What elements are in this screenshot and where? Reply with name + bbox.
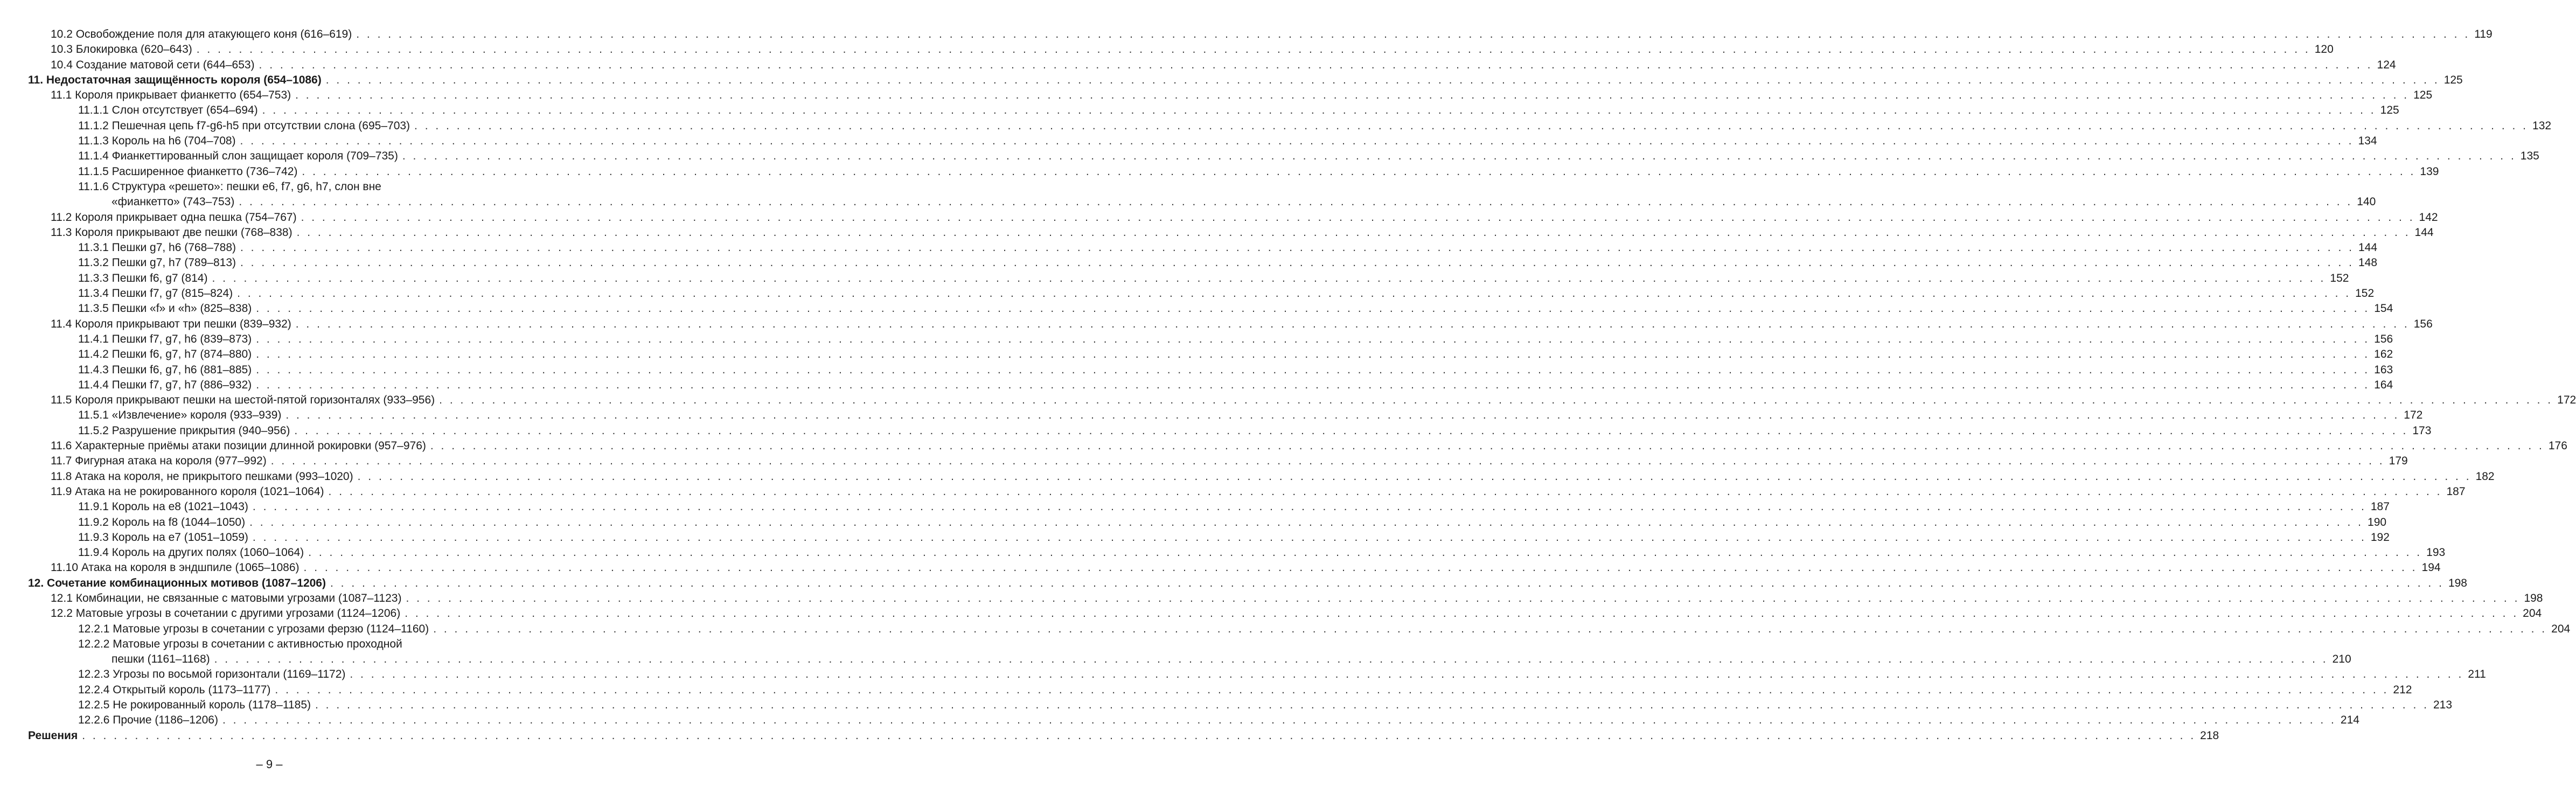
toc-entry [78,499,2390,514]
toc-entry [28,576,2467,591]
toc-entry-page: 214 [2340,714,2359,727]
dot-leader: . . . . . . . . . . . . . . . . . . . . . . . . . . . . . . . . . . . . . . . . . . . . . . . . . . . . . . . . . . . . . . . . . . . . . . . . . . . . . . . . . . . . . . . . . . . . . . . . . . . . . . . . . . . . . . . . . . . . . . . . . . . . . . . . . . . . . . . . . . . . . . . . . . . . . . . . . . . . . . . . . . . . . . . . . . . . . . . . . . . . . . . . . . . . . . . . . . . . . . . . [270,455,2385,468]
toc-entry [78,378,2393,393]
toc-entry [78,240,2378,255]
dot-leader: . . . . . . . . . . . . . . . . . . . . . . . . . . . . . . . . . . . . . . . . . . . . . . . . . . . . . . . . . . . . . . . . . . . . . . . . . . . . . . . . . . . . . . . . . . . . . . . . . . . . . . . . . . . . . . . . . . . . . . . . . . . . . . . . . . . . . . . . . . . . . . . . . . . . . . . . . . . . . . . . . . . . . . . . . . . . . . . . . . . . . . . . . . . . . . . . . . . . . . . . [256,332,2370,345]
toc-row [0,347,2393,362]
toc-entry-title: 11.1.5 Расширенное фианкетто (736–742) [78,165,298,178]
toc-row [0,408,2423,423]
dot-leader: . . . . . . . . . . . . . . . . . . . . . . . . . . . . . . . . . . . . . . . . . . . . . . . . . . . . . . . . . . . . . . . . . . . . . . . . . . . . . . . . . . . . . . . . . . . . . . . . . . . . . . . . . . . . . . . . . . . . . . . . . . . . . . . . . . . . . . . . . . . . . . . . . . . . . . . . . . . . . . . . . . . . . . . . . . . . . . . . . . . . . . . . . . . . . . . . . . . . . . . . [275,683,2389,696]
toc-entry [78,515,2387,530]
toc-entry [78,119,2552,134]
dot-leader: . . . . . . . . . . . . . . . . . . . . . . . . . . . . . . . . . . . . . . . . . . . . . . . . . . . . . . . . . . . . . . . . . . . . . . . . . . . . . . . . . . . . . . . . . . . . . . . . . . . . . . . . . . . . . . . . . . . . . . . . . . . . . . . . . . . . . . . . . . . . . . . . . . . . . . . . . . . . . . . . . . . . . . . . . . . . . . . . . . . . . . . . . . . . . . . . . . . . . . . . [252,500,2366,513]
toc-entry [78,423,2432,439]
toc-entry [78,255,2378,270]
toc-entry-title: 11.1.4 Фианкеттированный слон защищает короля (709–735) [78,150,398,163]
toc-entry-page: 152 [2355,287,2375,300]
toc-entry-title: 11.7 Фигурная атака на короля (977–992) [51,455,267,468]
toc-entry-page: 125 [2380,104,2399,117]
dot-leader: . . . . . . . . . . . . . . . . . . . . . . . . . . . . . . . . . . . . . . . . . . . . . . . . . . . . . . . . . . . . . . . . . . . . . . . . . . . . . . . . . . . . . . . . . . . . . . . . . . . . . . . . . . . . . . . . . . . . . . . . . . . . . . . . . . . . . . . . . . . . . . . . . . . . . . . . . . . . . . . . . . . . . . . . . . . . . . . . . . . . . . . . . . . . . . . . . . . . . . . . [212,272,2326,284]
toc-row [0,622,2571,637]
toc-entry-page: 172 [2557,394,2576,407]
dot-leader: . . . . . . . . . . . . . . . . . . . . . . . . . . . . . . . . . . . . . . . . . . . . . . . . . . . . . . . . . . . . . . . . . . . . . . . . . . . . . . . . . . . . . . . . . . . . . . . . . . . . . . . . . . . . . . . . . . . . . . . . . . . . . . . . . . . . . . . . . . . . . . . . . . . . . . . . . . . . . . . . . . . . . . . . . . . . . . . . . . . . . . . . . . . . . . . . . . . . . . . . [256,363,2370,376]
dot-leader: . . . . . . . . . . . . . . . . . . . . . . . . . . . . . . . . . . . . . . . . . . . . . . . . . . . . . . . . . . . . . . . . . . . . . . . . . . . . . . . . . . . . . . . . . . . . . . . . . . . . . . . . . . . . . . . . . . . . . . . . . . . . . . . . . . . . . . . . . . . . . . . . . . . . . . . . . . . . . . . . . . . . . . . . . . . . . . . . . . . . . . . . . . . . . . . . . . . . . . . . [239,196,2353,208]
toc-entry [51,393,2576,408]
toc-row [0,560,2441,575]
toc-row [0,164,2439,179]
toc-entry [78,301,2393,316]
toc-entry-page: 210 [2332,653,2351,666]
toc-row [0,332,2393,347]
toc-entry [112,652,2351,667]
dot-leader: . . . . . . . . . . . . . . . . . . . . . . . . . . . . . . . . . . . . . . . . . . . . . . . . . . . . . . . . . . . . . . . . . . . . . . . . . . . . . . . . . . . . . . . . . . . . . . . . . . . . . . . . . . . . . . . . . . . . . . . . . . . . . . . . . . . . . . . . . . . . . . . . . . . . . . . . . . . . . . . . . . . . . . . . . . . . . . . . . . . . . . . . . . . . . . . . . . . . . . . . [325,73,2440,86]
toc-entry-title: 11.9.4 Король на других полях (1060–1064) [78,546,304,559]
toc-entry-title: 11.4 Короля прикрывают три пешки (839–932) [51,317,291,330]
toc-entry [51,591,2543,606]
toc-entry-title: 10.4 Создание матовой сети (644–653) [51,58,255,71]
dot-leader: . . . . . . . . . . . . . . . . . . . . . . . . . . . . . . . . . . . . . . . . . . . . . . . . . . . . . . . . . . . . . . . . . . . . . . . . . . . . . . . . . . . . . . . . . . . . . . . . . . . . . . . . . . . . . . . . . . . . . . . . . . . . . . . . . . . . . . . . . . . . . . . . . . . . . . . . . . . . . . . . . . . . . . . . . . . . . . . . . . . . . . . . . . . . . . . . . . . . . . . . [240,241,2354,254]
toc-row [0,194,2376,210]
dot-leader: . . . . . . . . . . . . . . . . . . . . . . . . . . . . . . . . . . . . . . . . . . . . . . . . . . . . . . . . . . . . . . . . . . . . . . . . . . . . . . . . . . . . . . . . . . . . . . . . . . . . . . . . . . . . . . . . . . . . . . . . . . . . . . . . . . . . . . . . . . . . . . . . . . . . . . . . . . . . . . . . . . . . . . . . . . . . . . . . . . . . . . . . . . . . . . . . . . . . . . . . [296,226,2411,239]
toc-row [0,515,2387,530]
toc-entry-page: 176 [2548,440,2567,453]
toc-entry-title: 11.5.1 «Извлечение» короля (933–939) [78,409,282,422]
dot-leader: . . . . . . . . . . . . . . . . . . . . . . . . . . . . . . . . . . . . . . . . . . . . . . . . . . . . . . . . . . . . . . . . . . . . . . . . . . . . . . . . . . . . . . . . . . . . . . . . . . . . . . . . . . . . . . . . . . . . . . . . . . . . . . . . . . . . . . . . . . . . . . . . . . . . . . . . . . . . . . . . . . . . . . . . . . . . . . . . . . . . . . . . . . . . . . . . . . . . . . . . [262,104,2376,117]
toc-row [0,484,2466,499]
toc-entry-title: 11.4.2 Пешки f6, g7, h7 (874–880) [78,348,252,361]
toc-entry-page: 120 [2314,43,2334,56]
dot-leader: . . . . . . . . . . . . . . . . . . . . . . . . . . . . . . . . . . . . . . . . . . . . . . . . . . . . . . . . . . . . . . . . . . . . . . . . . . . . . . . . . . . . . . . . . . . . . . . . . . . . . . . . . . . . . . . . . . . . . . . . . . . . . . . . . . . . . . . . . . . . . . . . . . . . . . . . . . . . . . . . . . . . . . . . . . . . . . . . . . . . . . . . . . . . . . . . . . . . . . . . [294,424,2408,437]
toc-entry-page: 172 [2404,409,2423,422]
toc-entry-title: 11.3.4 Пешки f7, g7 (815–824) [78,287,233,300]
toc-entry-page: 156 [2413,317,2433,330]
dot-leader: . . . . . . . . . . . . . . . . . . . . . . . . . . . . . . . . . . . . . . . . . . . . . . . . . . . . . . . . . . . . . . . . . . . . . . . . . . . . . . . . . . . . . . . . . . . . . . . . . . . . . . . . . . . . . . . . . . . . . . . . . . . . . . . . . . . . . . . . . . . . . . . . . . . . . . . . . . . . . . . . . . . . . . . . . . . . . . . . . . . . . . . . . . . . . . . . . . . . . . . . [295,89,2410,102]
toc-entry-title: 10.2 Освобождение поля для атакующего коня (616–619) [51,28,352,40]
dot-leader: . . . . . . . . . . . . . . . . . . . . . . . . . . . . . . . . . . . . . . . . . . . . . . . . . . . . . . . . . . . . . . . . . . . . . . . . . . . . . . . . . . . . . . . . . . . . . . . . . . . . . . . . . . . . . . . . . . . . . . . . . . . . . . . . . . . . . . . . . . . . . . . . . . . . . . . . . . . . . . . . . . . . . . . . . . . . . . . . . . . . . . . . . . . . . . . . . . . . . . . . [256,378,2370,391]
toc-entry-title: 12. Сочетание комбинационных мотивов (1087–1206) [28,576,326,589]
toc-entry [78,713,2359,728]
toc-row [0,393,2576,408]
toc-entry [51,469,2495,484]
toc-row [0,134,2377,149]
toc-entry-page: 193 [2426,546,2446,559]
toc-entry-title: 11.5 Короля прикрывают пешки на шестой-пятой горизонталях (933–956) [51,394,435,407]
toc-entry-page: 142 [2419,211,2438,224]
toc-row [0,698,2453,713]
toc-row [0,683,2412,698]
toc-row [0,363,2393,378]
dot-leader: . . . . . . . . . . . . . . . . . . . . . . . . . . . . . . . . . . . . . . . . . . . . . . . . . . . . . . . . . . . . . . . . . . . . . . . . . . . . . . . . . . . . . . . . . . . . . . . . . . . . . . . . . . . . . . . . . . . . . . . . . . . . . . . . . . . . . . . . . . . . . . . . . . . . . . . . . . . . . . . . . . . . . . . . . . . . . . . . . . . . . . . . . . . . . . . . . . . . . . . . [430,440,2544,453]
toc-row [0,225,2434,240]
toc-row [0,423,2432,439]
toc-entry-page: 204 [2523,607,2542,620]
dot-leader: . . . . . . . . . . . . . . . . . . . . . . . . . . . . . . . . . . . . . . . . . . . . . . . . . . . . . . . . . . . . . . . . . . . . . . . . . . . . . . . . . . . . . . . . . . . . . . . . . . . . . . . . . . . . . . . . . . . . . . . . . . . . . . . . . . . . . . . . . . . . . . . . . . . . . . . . . . . . . . . . . . . . . . . . . . . . . . . . . . . . . . . . . . . . . . . . . . . . . . . . [406,592,2520,604]
toc-entry [78,271,2349,286]
toc-entry-title: 11.9.2 Король на f8 (1044–1050) [78,516,246,528]
toc-entry-page: 152 [2330,272,2349,284]
toc-entry-page: 139 [2420,165,2439,178]
toc-entry-title: 11.9.3 Король на е7 (1051–1059) [78,531,248,544]
toc-row [0,439,2567,454]
toc-entry-title: 10.3 Блокировка (620–643) [51,43,192,56]
toc-entry-title: 12.2.6 Прочие (1186–1206) [78,714,218,727]
toc-entry-title: 12.2 Матовые угрозы в сочетании с другими угрозами (1124–1206) [51,607,401,620]
toc-entry-page: 211 [2468,668,2486,681]
toc-entry [51,454,2408,469]
dot-leader: . . . . . . . . . . . . . . . . . . . . . . . . . . . . . . . . . . . . . . . . . . . . . . . . . . . . . . . . . . . . . . . . . . . . . . . . . . . . . . . . . . . . . . . . . . . . . . . . . . . . . . . . . . . . . . . . . . . . . . . . . . . . . . . . . . . . . . . . . . . . . . . . . . . . . . . . . . . . . . . . . . . . . . . . . . . . . . . . . . . . . . . . . . . . . . . . . . . . . . . . [237,287,2351,300]
toc-entry-page: 124 [2377,58,2396,71]
dot-leader: . . . . . . . . . . . . . . . . . . . . . . . . . . . . . . . . . . . . . . . . . . . . . . . . . . . . . . . . . . . . . . . . . . . . . . . . . . . . . . . . . . . . . . . . . . . . . . . . . . . . . . . . . . . . . . . . . . . . . . . . . . . . . . . . . . . . . . . . . . . . . . . . . . . . . . . . . . . . . . . . . . . . . . . . . . . . . . . . . . . . . . . . . . . . . . . . . . . . . . . . [252,531,2366,544]
toc-row [0,606,2542,621]
toc-entry-title: 11.3.5 Пешки «f» и «h» (825–838) [78,302,252,315]
dot-leader: . . . . . . . . . . . . . . . . . . . . . . . . . . . . . . . . . . . . . . . . . . . . . . . . . . . . . . . . . . . . . . . . . . . . . . . . . . . . . . . . . . . . . . . . . . . . . . . . . . . . . . . . . . . . . . . . . . . . . . . . . . . . . . . . . . . . . . . . . . . . . . . . . . . . . . . . . . . . . . . . . . . . . . . . . . . . . . . . . . . . . . . . . . . . . . . . . . . . . . . . [301,211,2415,224]
dot-leader: . . . . . . . . . . . . . . . . . . . . . . . . . . . . . . . . . . . . . . . . . . . . . . . . . . . . . . . . . . . . . . . . . . . . . . . . . . . . . . . . . . . . . . . . . . . . . . . . . . . . . . . . . . . . . . . . . . . . . . . . . . . . . . . . . . . . . . . . . . . . . . . . . . . . . . . . . . . . . . . . . . . . . . . . . . . . . . . . . . . . . . . . . . . . . . . . . . . . . . . . [214,653,2328,666]
toc-entry-page: 212 [2393,683,2412,696]
toc-row [0,286,2375,301]
toc-entry-page: 148 [2358,256,2378,269]
toc-entry-page: 213 [2433,699,2453,712]
toc-entry-page: 135 [2520,150,2539,163]
toc-entry-page: 162 [2374,348,2393,361]
toc-entry-page: 119 [2474,28,2493,40]
toc-entry-page: 125 [2443,73,2463,86]
toc-entry-title: 12.2.1 Матовые угрозы в сочетании с угрозами ферзю (1124–1160) [78,622,429,635]
toc-entry-title: «фианкетто» (743–753) [112,196,235,208]
toc-entry-page: 125 [2413,89,2433,102]
toc-entry-title: 11.4.1 Пешки f7, g7, h6 (839–873) [78,332,252,345]
table-of-contents [0,27,2576,743]
dot-leader: . . . . . . . . . . . . . . . . . . . . . . . . . . . . . . . . . . . . . . . . . . . . . . . . . . . . . . . . . . . . . . . . . . . . . . . . . . . . . . . . . . . . . . . . . . . . . . . . . . . . . . . . . . . . . . . . . . . . . . . . . . . . . . . . . . . . . . . . . . . . . . . . . . . . . . . . . . . . . . . . . . . . . . . . . . . . . . . . . . . . . . . . . . . . . . . . . . . . . . . . [240,135,2354,148]
toc-row [0,530,2390,545]
dot-leader: . . . . . . . . . . . . . . . . . . . . . . . . . . . . . . . . . . . . . . . . . . . . . . . . . . . . . . . . . . . . . . . . . . . . . . . . . . . . . . . . . . . . . . . . . . . . . . . . . . . . . . . . . . . . . . . . . . . . . . . . . . . . . . . . . . . . . . . . . . . . . . . . . . . . . . . . . . . . . . . . . . . . . . . . . . . . . . . . . . . . . . . . . . . . . . . . . . . . . . . . [402,150,2516,163]
toc-entry [28,73,2463,88]
toc-entry [78,622,2571,637]
dot-leader: . . . . . . . . . . . . . . . . . . . . . . . . . . . . . . . . . . . . . . . . . . . . . . . . . . . . . . . . . . . . . . . . . . . . . . . . . . . . . . . . . . . . . . . . . . . . . . . . . . . . . . . . . . . . . . . . . . . . . . . . . . . . . . . . . . . . . . . . . . . . . . . . . . . . . . . . . . . . . . . . . . . . . . . . . . . . . . . . . . . . . . . . . . . . . . . . . . . . . . . . [330,576,2444,589]
dot-leader: . . . . . . . . . . . . . . . . . . . . . . . . . . . . . . . . . . . . . . . . . . . . . . . . . . . . . . . . . . . . . . . . . . . . . . . . . . . . . . . . . . . . . . . . . . . . . . . . . . . . . . . . . . . . . . . . . . . . . . . . . . . . . . . . . . . . . . . . . . . . . . . . . . . . . . . . . . . . . . . . . . . . . . . . . . . . . . . . . . . . . . . . . . . . . . . . . . . . . . . . [256,302,2370,315]
dot-leader: . . . . . . . . . . . . . . . . . . . . . . . . . . . . . . . . . . . . . . . . . . . . . . . . . . . . . . . . . . . . . . . . . . . . . . . . . . . . . . . . . . . . . . . . . . . . . . . . . . . . . . . . . . . . . . . . . . . . . . . . . . . . . . . . . . . . . . . . . . . . . . . . . . . . . . . . . . . . . . . . . . . . . . . . . . . . . . . . . . . . . . . . . . . . . . . . . . . . . . . . [357,470,2471,483]
dot-leader: . . . . . . . . . . . . . . . . . . . . . . . . . . . . . . . . . . . . . . . . . . . . . . . . . . . . . . . . . . . . . . . . . . . . . . . . . . . . . . . . . . . . . . . . . . . . . . . . . . . . . . . . . . . . . . . . . . . . . . . . . . . . . . . . . . . . . . . . . . . . . . . . . . . . . . . . . . . . . . . . . . . . . . . . . . . . . . . . . . . . . . . . . . . . . . . . . . . . . . . . [196,43,2310,56]
toc-entry [28,728,2219,743]
toc-row [0,42,2334,57]
toc-entry-page: 179 [2389,455,2408,468]
toc-entry-title: 11.4.3 Пешки f6, g7, h6 (881–885) [78,363,252,376]
toc-row [0,73,2463,88]
toc-entry [51,560,2441,575]
toc-entry-title: 12.2.2 Матовые угрозы в сочетании с активностью проходной [78,637,402,650]
toc-row [0,58,2396,73]
toc-entry [78,347,2393,362]
toc-entry [51,439,2567,454]
dot-leader: . . . . . . . . . . . . . . . . . . . . . . . . . . . . . . . . . . . . . . . . . . . . . . . . . . . . . . . . . . . . . . . . . . . . . . . . . . . . . . . . . . . . . . . . . . . . . . . . . . . . . . . . . . . . . . . . . . . . . . . . . . . . . . . . . . . . . . . . . . . . . . . . . . . . . . . . . . . . . . . . . . . . . . . . . . . . . . . . . . . . . . . . . . . . . . . . . . . . . . . . [308,546,2422,559]
toc-entry-page: 190 [2368,516,2387,528]
toc-entry-page: 132 [2532,119,2552,132]
toc-row [0,317,2433,332]
toc-entry [78,149,2539,164]
toc-row [0,88,2433,103]
toc-entry-title: 11.3.3 Пешки f6, g7 (814) [78,272,208,284]
toc-entry [78,698,2453,713]
toc-row [0,652,2351,667]
toc-row [0,667,2486,682]
toc-row [0,27,2493,42]
toc-entry-title: 11.8 Атака на короля, не прикрытого пешками (993–1020) [51,470,353,483]
dot-leader: . . . . . . . . . . . . . . . . . . . . . . . . . . . . . . . . . . . . . . . . . . . . . . . . . . . . . . . . . . . . . . . . . . . . . . . . . . . . . . . . . . . . . . . . . . . . . . . . . . . . . . . . . . . . . . . . . . . . . . . . . . . . . . . . . . . . . . . . . . . . . . . . . . . . . . . . . . . . . . . . . . . . . . . . . . . . . . . . . . . . . . . . . . . . . . . . . . . . . . . . [315,699,2429,712]
dot-leader: . . . . . . . . . . . . . . . . . . . . . . . . . . . . . . . . . . . . . . . . . . . . . . . . . . . . . . . . . . . . . . . . . . . . . . . . . . . . . . . . . . . . . . . . . . . . . . . . . . . . . . . . . . . . . . . . . . . . . . . . . . . . . . . . . . . . . . . . . . . . . . . . . . . . . . . . . . . . . . . . . . . . . . . . . . . . . . . . . . . . . . . . . . . . . . . . . . . . . . . . [439,394,2553,407]
toc-entry-page: 156 [2374,332,2393,345]
toc-entry-page: 198 [2448,576,2467,589]
toc-row [0,469,2495,484]
toc-entry-page: 187 [2370,500,2390,513]
toc-row [0,713,2359,728]
toc-entry [51,606,2542,621]
toc-entry-page: 198 [2524,592,2543,604]
dot-leader: . . . . . . . . . . . . . . . . . . . . . . . . . . . . . . . . . . . . . . . . . . . . . . . . . . . . . . . . . . . . . . . . . . . . . . . . . . . . . . . . . . . . . . . . . . . . . . . . . . . . . . . . . . . . . . . . . . . . . . . . . . . . . . . . . . . . . . . . . . . . . . . . . . . . . . . . . . . . . . . . . . . . . . . . . . . . . . . . . . . . . . . . . . . . . . . . . . . . . . . . [240,256,2354,269]
toc-entry [51,27,2493,42]
dot-leader: . . . . . . . . . . . . . . . . . . . . . . . . . . . . . . . . . . . . . . . . . . . . . . . . . . . . . . . . . . . . . . . . . . . . . . . . . . . . . . . . . . . . . . . . . . . . . . . . . . . . . . . . . . . . . . . . . . . . . . . . . . . . . . . . . . . . . . . . . . . . . . . . . . . . . . . . . . . . . . . . . . . . . . . . . . . . . . . . . . . . . . . . . . . . . . . . . . . . . . . . [414,119,2529,132]
toc-entry-page: 192 [2370,531,2390,544]
toc-entry [51,58,2396,73]
toc-row [0,271,2349,286]
toc-entry-title: 11.1 Короля прикрывает фианкетто (654–753) [51,89,291,102]
toc-row [0,499,2390,514]
toc-row [0,591,2543,606]
toc-entry [51,484,2466,499]
toc-entry-page: 140 [2357,196,2376,208]
toc-entry-page: 144 [2358,241,2378,254]
toc-entry [51,88,2433,103]
toc-row [0,179,539,194]
dot-leader: . . . . . . . . . . . . . . . . . . . . . . . . . . . . . . . . . . . . . . . . . . . . . . . . . . . . . . . . . . . . . . . . . . . . . . . . . . . . . . . . . . . . . . . . . . . . . . . . . . . . . . . . . . . . . . . . . . . . . . . . . . . . . . . . . . . . . . . . . . . . . . . . . . . . . . . . . . . . . . . . . . . . . . . . . . . . . . . . . . . . . . . . . . . . . . . . . . . . . . . . [286,409,2400,422]
toc-entry-title: 11.1.2 Пешечная цепь f7-g6-h5 при отсутствии слона (695–703) [78,119,410,132]
toc-entry-title: 12.2.4 Открытый король (1173–1177) [78,683,271,696]
toc-entry [78,363,2393,378]
toc-entry-page: 134 [2358,135,2377,148]
toc-entry-title: 11.3 Короля прикрывают две пешки (768–838) [51,226,293,239]
toc-row [0,637,539,652]
toc-entry-title: 11.5.2 Разрушение прикрытия (940–956) [78,424,290,437]
toc-entry-title: 11.3.2 Пешки g7, h7 (789–813) [78,256,236,269]
dot-leader: . . . . . . . . . . . . . . . . . . . . . . . . . . . . . . . . . . . . . . . . . . . . . . . . . . . . . . . . . . . . . . . . . . . . . . . . . . . . . . . . . . . . . . . . . . . . . . . . . . . . . . . . . . . . . . . . . . . . . . . . . . . . . . . . . . . . . . . . . . . . . . . . . . . . . . . . . . . . . . . . . . . . . . . . . . . . . . . . . . . . . . . . . . . . . . . . . . . . . . . . [295,317,2410,330]
toc-entry-page: 163 [2374,363,2393,376]
toc-entry-title: 11.1.6 Структура «решето»: пешки е6, f7, g6, h7, слон вне [78,180,381,193]
dot-leader: . . . . . . . . . . . . . . . . . . . . . . . . . . . . . . . . . . . . . . . . . . . . . . . . . . . . . . . . . . . . . . . . . . . . . . . . . . . . . . . . . . . . . . . . . . . . . . . . . . . . . . . . . . . . . . . . . . . . . . . . . . . . . . . . . . . . . . . . . . . . . . . . . . . . . . . . . . . . . . . . . . . . . . . . . . . . . . . . . . . . . . . . . . . . . . . . . . . . . . . . [259,58,2373,71]
toc-entry-title: 11.9.1 Король на е8 (1021–1043) [78,500,248,513]
toc-entry-title: 11.1.1 Слон отсутствует (654–694) [78,104,258,117]
toc-row [0,576,2467,591]
toc-row [0,454,2408,469]
dot-leader: . . . . . . . . . . . . . . . . . . . . . . . . . . . . . . . . . . . . . . . . . . . . . . . . . . . . . . . . . . . . . . . . . . . . . . . . . . . . . . . . . . . . . . . . . . . . . . . . . . . . . . . . . . . . . . . . . . . . . . . . . . . . . . . . . . . . . . . . . . . . . . . . . . . . . . . . . . . . . . . . . . . . . . . . . . . . . . . . . . . . . . . . . . . . . . . . . . . . . . . . [256,348,2370,361]
toc-entry [51,210,2438,225]
toc-row [0,119,2552,134]
toc-entry-title: 11.1.3 Король на h6 (704–708) [78,135,236,148]
toc-entry [51,42,2334,57]
toc-entry [78,545,2446,560]
toc-entry-title: Решения [28,729,78,742]
toc-entry [78,530,2390,545]
toc-entry-title: 11.4.4 Пешки f7, g7, h7 (886–932) [78,378,252,391]
toc-row [0,210,2438,225]
toc-entry [51,225,2434,240]
toc-row [0,255,2378,270]
toc-entry-title: 11. Недостаточная защищённость короля (654–1086) [28,73,322,86]
toc-entry [78,286,2375,301]
page-number: – 9 – [256,757,283,771]
dot-leader: . . . . . . . . . . . . . . . . . . . . . . . . . . . . . . . . . . . . . . . . . . . . . . . . . . . . . . . . . . . . . . . . . . . . . . . . . . . . . . . . . . . . . . . . . . . . . . . . . . . . . . . . . . . . . . . . . . . . . . . . . . . . . . . . . . . . . . . . . . . . . . . . . . . . . . . . . . . . . . . . . . . . . . . . . . . . . . . . . . . . . . . . . . . . . . . . . . . . . . . . [350,668,2464,681]
toc-entry [51,317,2433,332]
toc-entry-page: 173 [2412,424,2432,437]
toc-entry [78,408,2423,423]
toc-row [0,103,2399,118]
toc-row [0,378,2393,393]
toc-entry-page: 218 [2200,729,2219,742]
dot-leader: . . . . . . . . . . . . . . . . . . . . . . . . . . . . . . . . . . . . . . . . . . . . . . . . . . . . . . . . . . . . . . . . . . . . . . . . . . . . . . . . . . . . . . . . . . . . . . . . . . . . . . . . . . . . . . . . . . . . . . . . . . . . . . . . . . . . . . . . . . . . . . . . . . . . . . . . . . . . . . . . . . . . . . . . . . . . . . . . . . . . . . . . . . . . . . . . . . . . . . . . [303,561,2418,574]
dot-leader: . . . . . . . . . . . . . . . . . . . . . . . . . . . . . . . . . . . . . . . . . . . . . . . . . . . . . . . . . . . . . . . . . . . . . . . . . . . . . . . . . . . . . . . . . . . . . . . . . . . . . . . . . . . . . . . . . . . . . . . . . . . . . . . . . . . . . . . . . . . . . . . . . . . . . . . . . . . . . . . . . . . . . . . . . . . . . . . . . . . . . . . . . . . . . . . . . . . . . . . . [405,607,2519,620]
toc-row [0,728,2219,743]
toc-row [0,149,2539,164]
toc-entry [112,194,2376,210]
toc-entry-page: 204 [2551,622,2571,635]
toc-entry-title: 12.1 Комбинации, не связанные с матовыми угрозами (1087–1123) [51,592,402,604]
dot-leader: . . . . . . . . . . . . . . . . . . . . . . . . . . . . . . . . . . . . . . . . . . . . . . . . . . . . . . . . . . . . . . . . . . . . . . . . . . . . . . . . . . . . . . . . . . . . . . . . . . . . . . . . . . . . . . . . . . . . . . . . . . . . . . . . . . . . . . . . . . . . . . . . . . . . . . . . . . . . . . . . . . . . . . . . . . . . . . . . . . . . . . . . . . . . . . . . . . . . . . . . [302,165,2416,178]
toc-row [0,240,2378,255]
toc-entry-title: 11.2 Короля прикрывает одна пешка (754–767) [51,211,297,224]
toc-entry-title: 11.10 Атака на короля в эндшпиле (1065–1086) [51,561,300,574]
dot-leader: . . . . . . . . . . . . . . . . . . . . . . . . . . . . . . . . . . . . . . . . . . . . . . . . . . . . . . . . . . . . . . . . . . . . . . . . . . . . . . . . . . . . . . . . . . . . . . . . . . . . . . . . . . . . . . . . . . . . . . . . . . . . . . . . . . . . . . . . . . . . . . . . . . . . . . . . . . . . . . . . . . . . . . . . . . . . . . . . . . . . . . . . . . . . . . . . . . . . . . . . [356,28,2470,40]
toc-entry [78,667,2486,682]
toc-entry-title: 12.2.3 Угрозы по восьмой горизонтали (1169–1172) [78,668,346,681]
toc-entry-page: 182 [2475,470,2495,483]
toc-entry [78,103,2399,118]
dot-leader: . . . . . . . . . . . . . . . . . . . . . . . . . . . . . . . . . . . . . . . . . . . . . . . . . . . . . . . . . . . . . . . . . . . . . . . . . . . . . . . . . . . . . . . . . . . . . . . . . . . . . . . . . . . . . . . . . . . . . . . . . . . . . . . . . . . . . . . . . . . . . . . . . . . . . . . . . . . . . . . . . . . . . . . . . . . . . . . . . . . . . . . . . . . . . . . . . . . . . . . . [222,714,2336,727]
toc-entry [78,683,2412,698]
dot-leader: . . . . . . . . . . . . . . . . . . . . . . . . . . . . . . . . . . . . . . . . . . . . . . . . . . . . . . . . . . . . . . . . . . . . . . . . . . . . . . . . . . . . . . . . . . . . . . . . . . . . . . . . . . . . . . . . . . . . . . . . . . . . . . . . . . . . . . . . . . . . . . . . . . . . . . . . . . . . . . . . . . . . . . . . . . . . . . . . . . . . . . . . . . . . . . . . . . . . . . . . [328,485,2442,498]
toc-entry-title: 11.6 Характерные приёмы атаки позиции длинной рокировки (957–976) [51,440,426,453]
dot-leader: . . . . . . . . . . . . . . . . . . . . . . . . . . . . . . . . . . . . . . . . . . . . . . . . . . . . . . . . . . . . . . . . . . . . . . . . . . . . . . . . . . . . . . . . . . . . . . . . . . . . . . . . . . . . . . . . . . . . . . . . . . . . . . . . . . . . . . . . . . . . . . . . . . . . . . . . . . . . . . . . . . . . . . . . . . . . . . . . . . . . . . . . . . . . . . . . . . . . . . . . [82,729,2196,742]
dot-leader: . . . . . . . . . . . . . . . . . . . . . . . . . . . . . . . . . . . . . . . . . . . . . . . . . . . . . . . . . . . . . . . . . . . . . . . . . . . . . . . . . . . . . . . . . . . . . . . . . . . . . . . . . . . . . . . . . . . . . . . . . . . . . . . . . . . . . . . . . . . . . . . . . . . . . . . . . . . . . . . . . . . . . . . . . . . . . . . . . . . . . . . . . . . . . . . . . . . . . . . . [249,516,2364,528]
dot-leader: . . . . . . . . . . . . . . . . . . . . . . . . . . . . . . . . . . . . . . . . . . . . . . . . . . . . . . . . . . . . . . . . . . . . . . . . . . . . . . . . . . . . . . . . . . . . . . . . . . . . . . . . . . . . . . . . . . . . . . . . . . . . . . . . . . . . . . . . . . . . . . . . . . . . . . . . . . . . . . . . . . . . . . . . . . . . . . . . . . . . . . . . . . . . . . . . . . . . . . . . [433,622,2547,635]
toc-entry-page: 154 [2374,302,2393,315]
toc-entry-title: 12.2.5 Не рокированный король (1178–1185) [78,699,311,712]
toc-row [0,301,2393,316]
toc-entry [78,332,2393,347]
toc-entry-title: 11.3.1 Пешки g7, h6 (768–788) [78,241,236,254]
toc-row [0,545,2446,560]
toc-entry [78,134,2377,149]
toc-entry-page: 187 [2446,485,2466,498]
toc-entry-page: 194 [2421,561,2441,574]
toc-entry-page: 144 [2414,226,2434,239]
toc-entry-title: пешки (1161–1168) [112,653,210,666]
toc-entry-title: 11.9 Атака на не рокированного короля (1021–1064) [51,485,324,498]
toc-entry-page: 164 [2374,378,2393,391]
toc-entry [78,164,2439,179]
